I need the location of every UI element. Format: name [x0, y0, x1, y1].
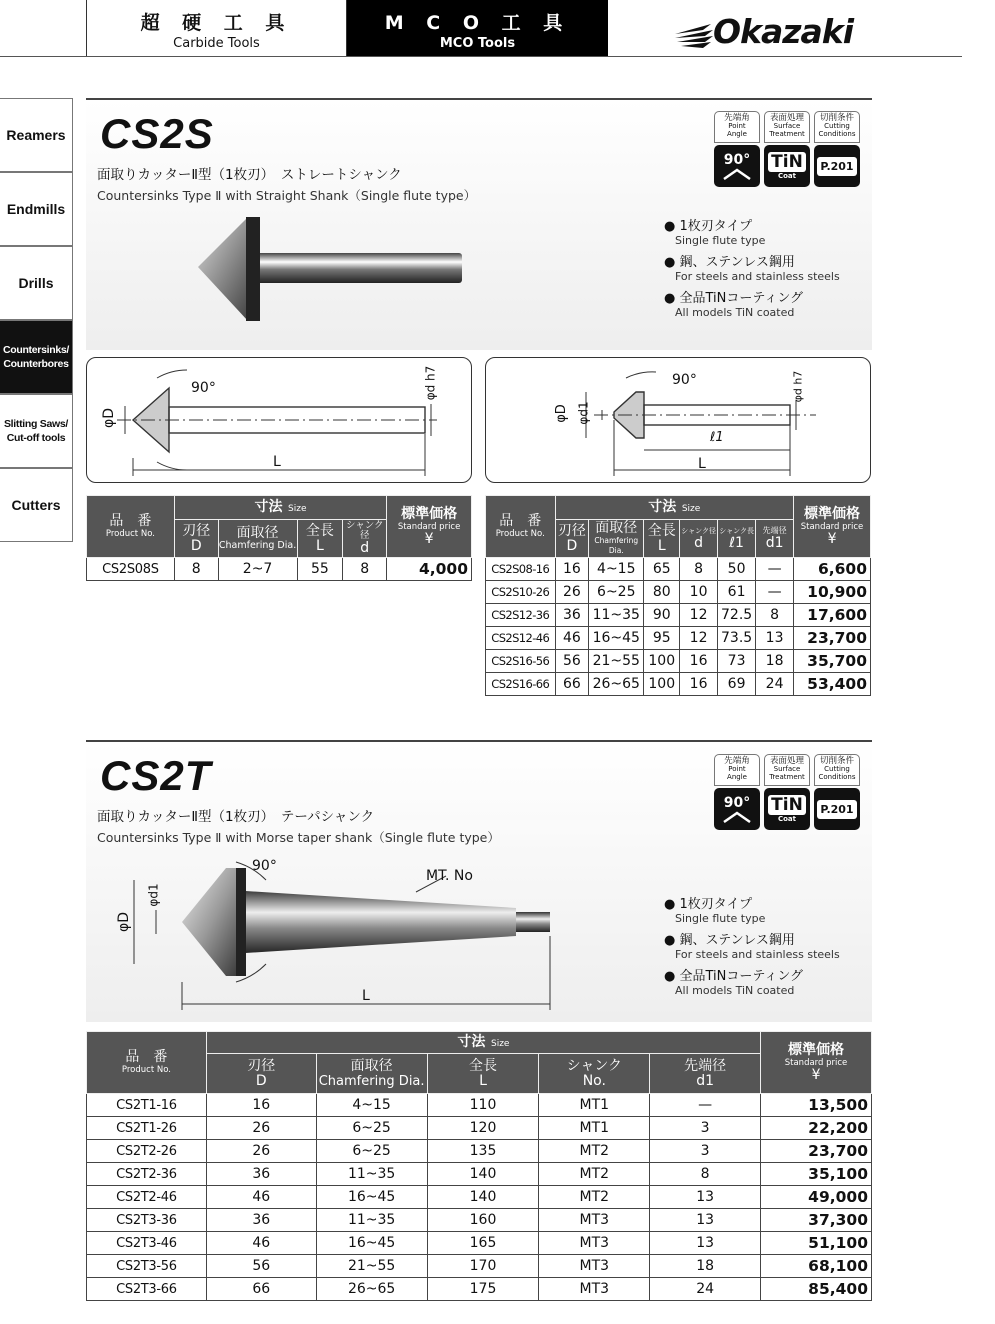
- table-row: CS2S10-26 26 6~25 80 10 61 — 10,900: [486, 581, 871, 604]
- cs2t-tool-diagram: 90° MT. No φD φd1 L: [86, 850, 606, 1015]
- cutting-conditions-icon[interactable]: 切削条件 Cutting Conditions P.201: [814, 754, 860, 830]
- sidebar-item-slitting-saws[interactable]: [0, 394, 73, 468]
- cs2s-diagram-right: 90° φD φd1 φd h7 ℓ1 L: [485, 357, 871, 483]
- col-header: 面取径 Chamfering Dia.: [589, 520, 644, 558]
- table-row: CS2T1-16 16 4~15 110 MT1 — 13,500: [87, 1094, 872, 1117]
- col-header: シャンク No.: [539, 1054, 650, 1094]
- col-header: 面取径 Chamfering Dia.: [218, 520, 297, 558]
- col-header: 刃径 D: [174, 520, 218, 558]
- col-header: シャンク径 d: [343, 520, 387, 558]
- cs2t-subtitle-jp: 面取りカッターⅡ型（1枚刃） テーパシャンク: [97, 809, 375, 825]
- cs2t-price-table: [86, 1031, 872, 1301]
- table-row: CS2T3-66 66 26~65 175 MT3 24 85,400: [87, 1278, 872, 1301]
- tab-carbide-en: Carbide Tools: [173, 36, 260, 51]
- table-row: CS2S08S 8 2~7 55 8 4,000: [87, 558, 472, 581]
- col-header-size: 寸法 Size: [555, 496, 794, 520]
- header-divider: [0, 56, 962, 57]
- col-header: 刃径 D: [555, 520, 589, 558]
- table-row: CS2S16-56 56 21~55 100 16 73 18 35,700: [486, 650, 871, 673]
- cs2s-subtitle-jp: 面取りカッターⅡ型（1枚刃） ストレートシャンク: [97, 167, 402, 183]
- tab-carbide-tools[interactable]: [86, 0, 347, 56]
- col-header-size: 寸法 Size: [206, 1032, 760, 1054]
- sidebar-item-reamers[interactable]: [0, 98, 73, 172]
- table-row: CS2S16-66 66 26~65 100 16 69 24 53,400: [486, 673, 871, 696]
- feature-item: ● 鋼、ステンレス鋼用 For steels and stainless steels: [664, 933, 840, 961]
- col-header-product: 品 番 Product No.: [87, 496, 175, 558]
- sidebar-item-label: Cutters: [11, 497, 61, 513]
- col-header-size: 寸法 Size: [174, 496, 386, 520]
- cutting-conditions-icon[interactable]: 切削条件 Cutting Conditions P.201: [814, 111, 860, 187]
- feature-item: ● 全品TiNコーティング All models TiN coated: [664, 291, 804, 319]
- col-header-price: 標準価格 Standard price ¥: [761, 1032, 872, 1094]
- cs2s-model-title: CS2S: [100, 110, 214, 157]
- table-row: CS2S12-36 36 11~35 90 12 72.5 8 17,600: [486, 604, 871, 627]
- table-row: CS2T2-26 26 6~25 135 MT2 3 23,700: [87, 1140, 872, 1163]
- brand-logo: [675, 12, 875, 52]
- tab-mco-tools[interactable]: [347, 0, 608, 56]
- sidebar-item-drills[interactable]: [0, 246, 73, 320]
- col-header-product: 品 番 Product No.: [87, 1032, 207, 1094]
- cs2s-price-table-2: [485, 495, 871, 696]
- cs2s-features: [664, 215, 840, 323]
- sidebar-item-countersinks[interactable]: [0, 320, 73, 394]
- sidebar-item-label: Slitting Saws/ Cut-off tools: [3, 418, 69, 444]
- col-header: 先端径 d1: [756, 520, 794, 558]
- feature-item: ● 1枚刃タイプ Single flute type: [664, 219, 766, 247]
- cs2s-diagram-left: 90° φD φd h7 L: [86, 357, 472, 483]
- point-angle-icon: 先端角 Point Angle 90°: [714, 111, 760, 187]
- table-row: CS2S12-46 46 16~45 95 12 73.5 13 23,700: [486, 627, 871, 650]
- feature-item: ● 1枚刃タイプ Single flute type: [664, 897, 766, 925]
- tab-carbide-jp: 超 硬 工 具: [140, 12, 293, 34]
- cs2s-spec-icons: [714, 111, 860, 189]
- surface-treatment-icon: 表面処理 Surface Treatment TiN Coat: [764, 754, 810, 830]
- cs2t-model-title: CS2T: [100, 752, 212, 799]
- sidebar-item-endmills[interactable]: [0, 172, 73, 246]
- col-header: シャンク径 d: [680, 520, 718, 558]
- table-row: CS2T2-46 46 16~45 140 MT2 13 49,000: [87, 1186, 872, 1209]
- brand-swoosh-icon: [675, 16, 715, 56]
- sidebar-item-label: Countersinks/ Counterbores: [2, 344, 70, 370]
- table-row: CS2T2-36 36 11~35 140 MT2 8 35,100: [87, 1163, 872, 1186]
- col-header: 全長 L: [427, 1054, 539, 1094]
- cs2s-tool-image: [196, 215, 468, 325]
- sidebar-item-cutters[interactable]: [0, 468, 73, 542]
- surface-treatment-icon: 表面処理 Surface Treatment TiN Coat: [764, 111, 810, 187]
- col-header-price: 標準価格 Standard price ¥: [794, 496, 871, 558]
- tab-mco-jp: M C O 工 具: [384, 12, 571, 34]
- cs2s-price-table-1: [86, 495, 472, 581]
- cs2t-spec-icons: [714, 754, 860, 832]
- table-row: CS2S08-16 16 4~15 65 8 50 — 6,600: [486, 558, 871, 581]
- col-header: 全長 L: [644, 520, 680, 558]
- table-row: CS2T1-26 26 6~25 120 MT1 3 22,200: [87, 1117, 872, 1140]
- col-header: シャンク長 ℓ1: [718, 520, 756, 558]
- cs2s-subtitle-en: Countersinks Type Ⅱ with Straight Shank（Single flute type）: [97, 188, 477, 203]
- col-header-product: 品 番 Product No.: [486, 496, 556, 558]
- col-header-price: 標準価格 Standard price ¥: [387, 496, 472, 558]
- col-header: 全長 L: [297, 520, 343, 558]
- brand-name: Okazaki: [713, 12, 854, 51]
- col-header: 先端径 d1: [650, 1054, 761, 1094]
- feature-item: ● 全品TiNコーティング All models TiN coated: [664, 969, 804, 997]
- col-header: 面取径 Chamfering Dia.: [316, 1054, 427, 1094]
- feature-item: ● 鋼、ステンレス鋼用 For steels and stainless steels: [664, 255, 840, 283]
- cs2t-features: [664, 893, 840, 1001]
- col-header: 刃径 D: [206, 1054, 316, 1094]
- table-row: CS2T3-56 56 21~55 170 MT3 18 68,100: [87, 1255, 872, 1278]
- sidebar-item-label: Drills: [18, 275, 54, 291]
- tab-mco-en: MCO Tools: [439, 36, 516, 51]
- sidebar-item-label: Reamers: [6, 127, 66, 143]
- table-row: CS2T3-46 46 16~45 165 MT3 13 51,100: [87, 1232, 872, 1255]
- point-angle-icon: 先端角 Point Angle 90°: [714, 754, 760, 830]
- cs2t-subtitle-en: Countersinks Type Ⅱ with Morse taper shank（Single flute type）: [97, 830, 500, 845]
- sidebar-item-label: Endmills: [6, 201, 66, 217]
- table-row: CS2T3-36 36 11~35 160 MT3 13 37,300: [87, 1209, 872, 1232]
